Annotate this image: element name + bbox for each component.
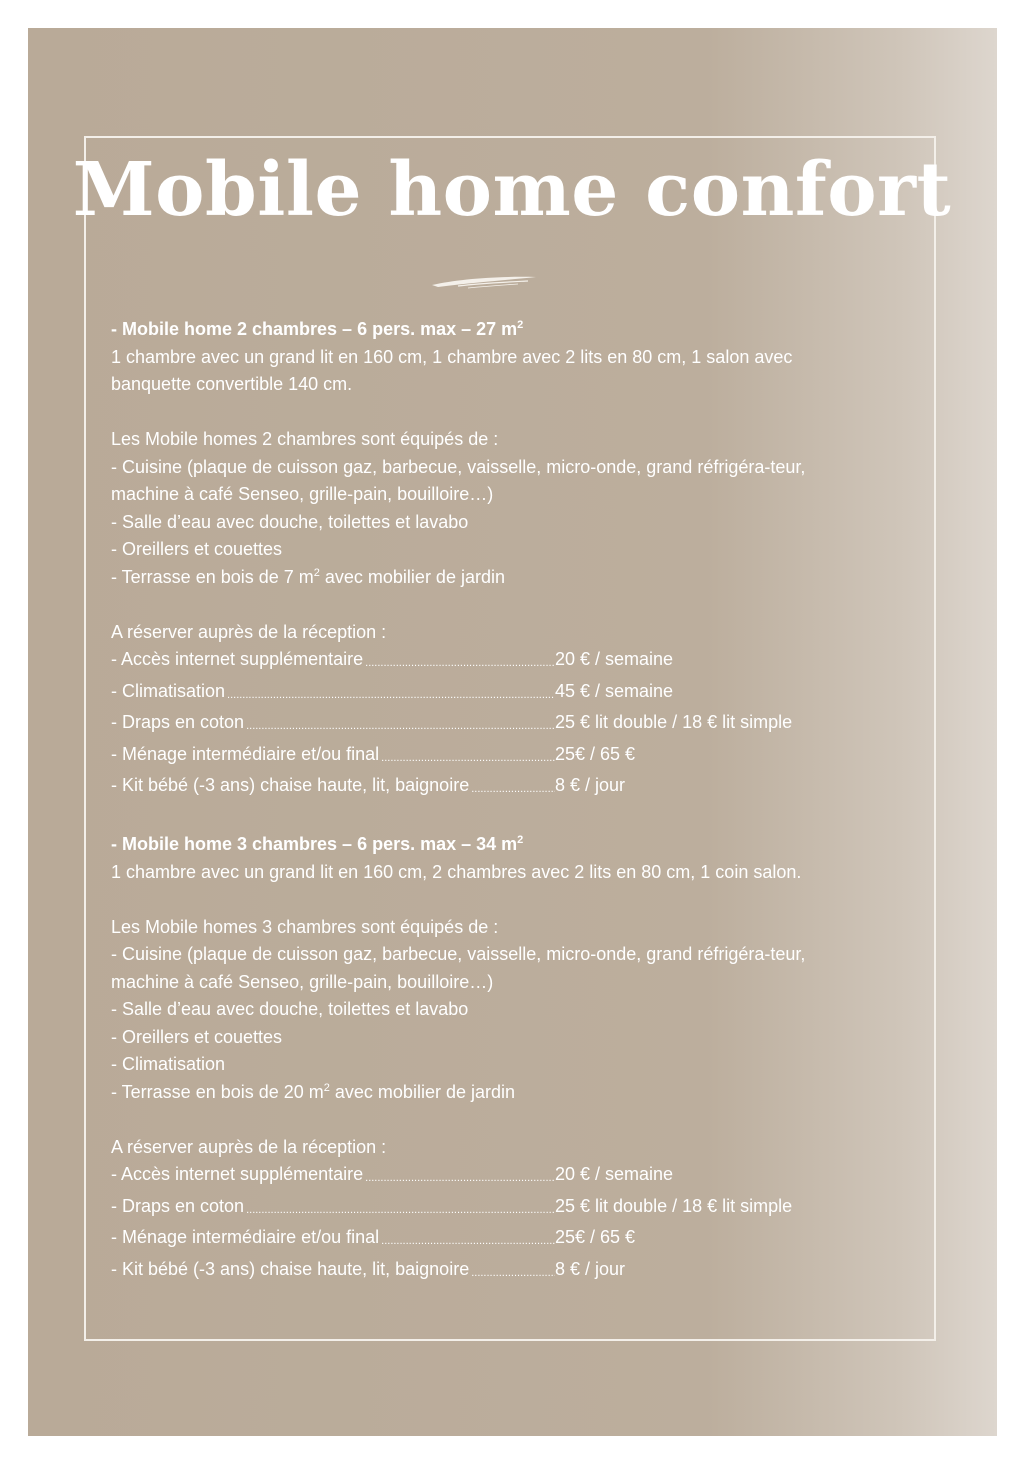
reserve-intro: A réserver auprès de la réception : (111, 1136, 387, 1157)
option-row (111, 741, 871, 773)
equipment-item: - Cuisine (plaque de cuisson gaz, barbecue, vaisselle, micro-onde, grand réfrigéra-teur, machine à café Senseo, grille-pain, bouilloire…) (111, 944, 806, 992)
option-row (111, 709, 871, 741)
section-heading: - Mobile home 2 chambres – 6 pers. max – 27 $m^2$ (111, 319, 524, 339)
section-heading: - Mobile home 3 chambres – 6 pers. max – 34 $m^2$ (111, 834, 524, 854)
equipment-item-terrace: - Terrasse en bois de 20 $m^2$ avec mobilier de jardin (111, 1081, 515, 1102)
option-price: 25€ / 65 € (555, 1227, 636, 1247)
option-row (111, 1161, 871, 1193)
option-price: 8 € / jour (555, 1258, 626, 1279)
equipment-item: - Oreillers et couettes (111, 1026, 283, 1047)
equipment-item: - Salle d’eau avec douche, toilettes et lavabo (111, 511, 469, 532)
equipment-intro: Les Mobile homes 3 chambres sont équipés de : (111, 916, 499, 937)
section-description: 1 chambre avec un grand lit en 160 cm, 2 chambres avec 2 lits en 80 cm, 1 coin salon. (111, 861, 802, 882)
brush-stroke-divider (428, 268, 540, 294)
option-row (111, 1256, 871, 1288)
option-label: - Kit bébé (-3 ans) chaise haute, lit, baignoire (111, 1258, 470, 1279)
option-price: 25 € lit double / 18 € lit simple (555, 712, 793, 732)
option-price: 25€ / 65 € (555, 743, 636, 764)
option-price: 20 € / semaine (555, 649, 674, 669)
option-price: 20 € / semaine (555, 1164, 674, 1184)
equipment-item-terrace: - Terrasse en bois de 7 $m^2$ avec mobilier de jardin (111, 566, 505, 587)
option-price: 25 € lit double / 18 € lit simple (555, 1195, 793, 1216)
page-title: Mobile home confort (72, 147, 952, 233)
option-label: - Climatisation (111, 680, 226, 701)
option-row (111, 772, 871, 804)
option-price: 45 € / semaine (555, 680, 674, 701)
option-label: - Ménage intermédiaire et/ou final (111, 743, 380, 764)
option-row (111, 1224, 871, 1256)
option-label: - Draps en coton (111, 1195, 245, 1216)
option-label: - Kit bébé (-3 ans) chaise haute, lit, baignoire (111, 775, 470, 795)
equipment-item: - Climatisation (111, 1054, 226, 1074)
option-label: - Accès internet supplémentaire (111, 1164, 364, 1184)
section-description: 1 chambre avec un grand lit en 160 cm, 1 chambre avec 2 lits en 80 cm, 1 salon avec banquette convertible 140 cm. (111, 346, 793, 394)
option-label: - Accès internet supplémentaire (111, 649, 364, 669)
section-mobile-home-3-chambres (111, 831, 871, 1287)
option-row (111, 646, 871, 678)
equipment-item: - Cuisine (plaque de cuisson gaz, barbecue, vaisselle, micro-onde, grand réfrigéra-teur, machine à café Senseo, grille-pain, bouilloire…) (111, 456, 806, 504)
reserve-intro: A réserver auprès de la réception : (111, 621, 387, 642)
equipment-item: - Oreillers et couettes (111, 539, 283, 559)
option-label: - Draps en coton (111, 712, 245, 732)
equipment-item: - Salle d’eau avec douche, toilettes et lavabo (111, 999, 469, 1019)
option-price: 8 € / jour (555, 775, 626, 795)
document-body (111, 316, 871, 1287)
option-row (111, 1193, 871, 1225)
option-label: - Ménage intermédiaire et/ou final (111, 1227, 380, 1247)
section-mobile-home-2-chambres (111, 316, 871, 804)
option-row (111, 678, 871, 710)
equipment-intro: Les Mobile homes 2 chambres sont équipés de : (111, 429, 499, 449)
